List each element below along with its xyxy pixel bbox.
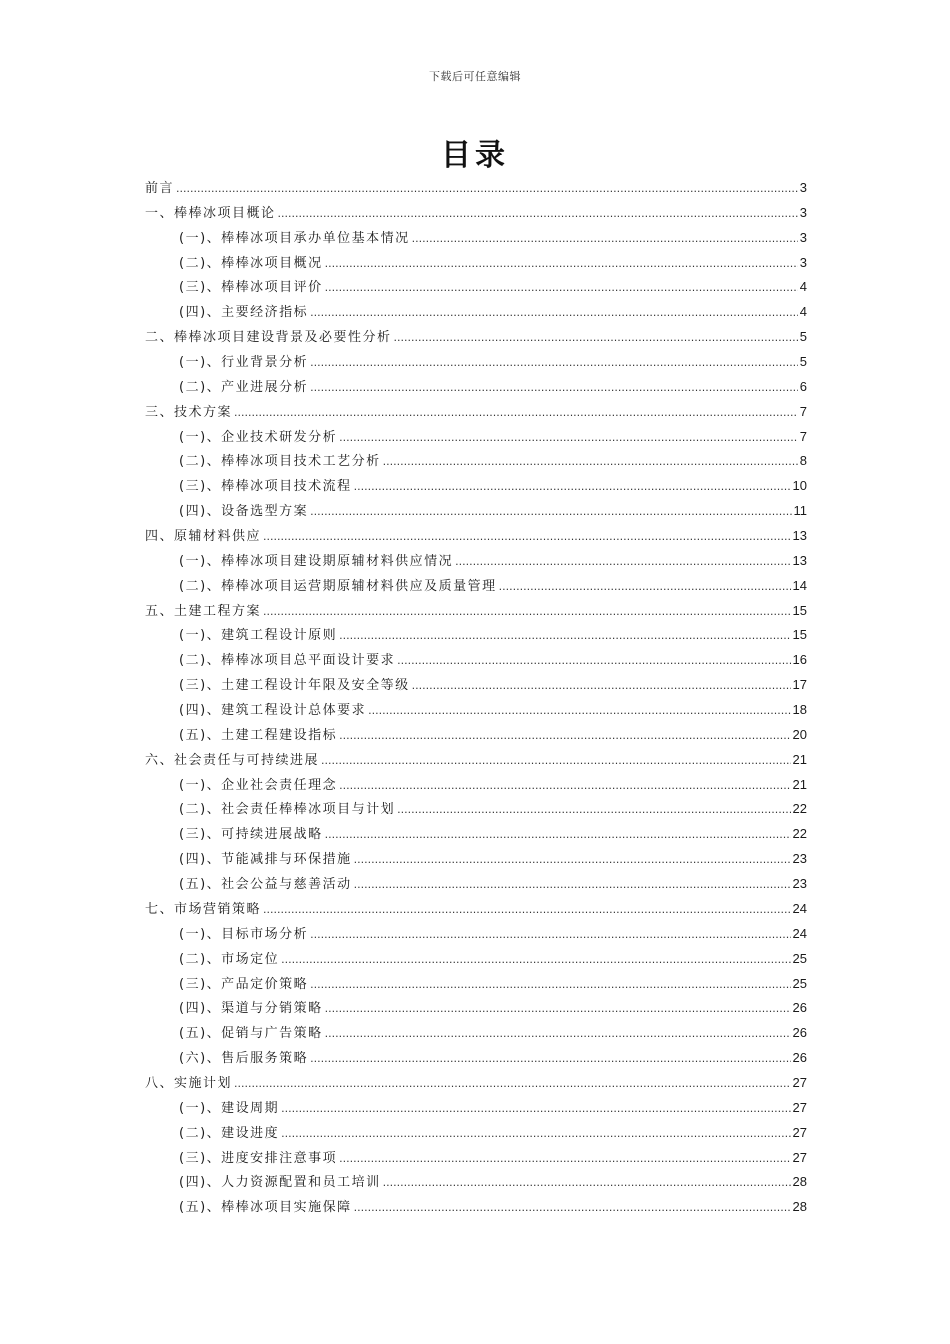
toc-subentry[interactable]	[145, 648, 807, 673]
toc-page-number: 25	[792, 950, 807, 966]
toc-entry[interactable]	[145, 400, 807, 425]
toc-entry[interactable]	[145, 176, 807, 201]
toc-page-number: 18	[792, 702, 807, 718]
toc-entry-label: 一、棒棒冰项目概论	[145, 205, 276, 221]
toc-subentry[interactable]	[145, 449, 807, 474]
toc-entry-label: (五)、促销与广告策略	[179, 1026, 323, 1042]
toc-entry-label: (五)、棒棒冰项目实施保障	[179, 1200, 352, 1216]
toc-page-number: 3	[799, 254, 807, 270]
toc-dot-leader	[281, 1097, 790, 1122]
toc-dot-leader	[325, 823, 791, 848]
toc-entry-label: (一)、企业技术研发分析	[179, 429, 338, 445]
toc-entry[interactable]	[145, 748, 807, 773]
toc-dot-leader	[339, 624, 790, 649]
toc-subentry[interactable]	[145, 1170, 807, 1195]
toc-dot-leader	[281, 1122, 790, 1147]
toc-dot-leader	[394, 326, 798, 351]
toc-page-number: 23	[792, 876, 807, 892]
toc-entry-label: (四)、人力资源配置和员工培训	[179, 1175, 381, 1191]
toc-entry-label: 前言	[145, 181, 175, 196]
toc-entry-label: (一)、企业社会责任理念	[179, 777, 338, 793]
toc-page-number: 26	[792, 1025, 807, 1041]
toc-subentry[interactable]	[145, 549, 807, 574]
toc-page-number: 27	[792, 1124, 807, 1140]
toc-subentry[interactable]	[145, 922, 807, 947]
toc-entry[interactable]	[145, 599, 807, 624]
toc-entry-label: (一)、棒棒冰项目建设期原辅材料供应情况	[179, 553, 454, 569]
toc-entry-label: (一)、行业背景分析	[179, 355, 309, 371]
toc-dot-leader	[310, 973, 790, 998]
toc-page-number: 27	[792, 1149, 807, 1165]
toc-subentry[interactable]	[145, 972, 807, 997]
toc-dot-leader	[455, 550, 790, 575]
toc-entry[interactable]	[145, 325, 807, 350]
toc-dot-leader	[234, 401, 798, 426]
toc-entry-label: (二)、市场定位	[179, 951, 280, 967]
toc-dot-leader	[354, 873, 791, 898]
toc-subentry[interactable]	[145, 574, 807, 599]
toc-subentry[interactable]	[145, 300, 807, 325]
toc-entry-label: (五)、社会公益与慈善活动	[179, 877, 352, 893]
toc-subentry[interactable]	[145, 822, 807, 847]
toc-dot-leader	[412, 227, 798, 252]
toc-entry-label: (一)、目标市场分析	[179, 926, 309, 942]
toc-dot-leader	[354, 475, 791, 500]
toc-dot-leader	[339, 774, 790, 799]
toc-dot-leader	[383, 1171, 791, 1196]
toc-dot-leader	[412, 674, 791, 699]
toc-subentry[interactable]	[145, 1021, 807, 1046]
toc-page-number: 27	[792, 1099, 807, 1115]
toc-entry-label: (二)、产业进展分析	[179, 379, 309, 395]
toc-entry-label: (二)、建设进度	[179, 1125, 280, 1141]
toc-dot-leader	[310, 376, 798, 401]
toc-page-number: 4	[799, 279, 807, 295]
toc-dot-leader	[310, 923, 790, 948]
toc-dot-leader	[339, 1147, 790, 1172]
toc-page-number: 11	[793, 503, 807, 519]
toc-entry-label: (二)、棒棒冰项目总平面设计要求	[179, 653, 396, 669]
toc-subentry[interactable]	[145, 251, 807, 276]
toc-page-number: 24	[792, 925, 807, 941]
toc-dot-leader	[383, 450, 798, 475]
toc-page-number: 26	[792, 1000, 807, 1016]
toc-dot-leader	[354, 1196, 791, 1221]
toc-page-number: 25	[792, 975, 807, 991]
toc-page-number: 28	[792, 1174, 807, 1190]
toc-dot-leader	[354, 848, 791, 873]
toc-subentry[interactable]	[145, 623, 807, 648]
toc-dot-leader	[339, 724, 790, 749]
toc-subentry[interactable]	[145, 698, 807, 723]
toc-entry-label: (一)、棒棒冰项目承办单位基本情况	[179, 230, 410, 246]
toc-dot-leader	[321, 749, 791, 774]
toc-subentry[interactable]	[145, 847, 807, 872]
toc-entry[interactable]	[145, 897, 807, 922]
toc-dot-leader	[325, 1022, 791, 1047]
toc-subentry[interactable]	[145, 425, 807, 450]
toc-dot-leader	[325, 252, 798, 277]
toc-entry-label: (一)、建设周期	[179, 1100, 280, 1116]
toc-entry-label: (四)、设备选型方案	[179, 504, 309, 520]
toc-subentry[interactable]	[145, 375, 807, 400]
toc-entry-label: (一)、建筑工程设计原则	[179, 628, 338, 644]
toc-entry-label: (三)、进度安排注意事项	[179, 1150, 338, 1166]
toc-page-number: 27	[792, 1074, 807, 1090]
toc-dot-leader	[325, 997, 791, 1022]
toc-page-number: 4	[799, 304, 807, 320]
toc-entry-label: (五)、土建工程建设指标	[179, 727, 338, 743]
toc-entry-label: 八、实施计划	[145, 1075, 233, 1091]
toc-dot-leader	[339, 426, 798, 451]
toc-dot-leader	[368, 699, 790, 724]
toc-subentry[interactable]	[145, 797, 807, 822]
toc-page-number: 21	[792, 751, 807, 767]
toc-subentry[interactable]	[145, 723, 807, 748]
toc-entry-label: (四)、渠道与分销策略	[179, 1001, 323, 1017]
toc-entry-label: 七、市场营销策略	[145, 901, 262, 917]
toc-entry-label: 五、土建工程方案	[145, 603, 262, 619]
toc-entry-label: (三)、棒棒冰项目技术流程	[179, 479, 352, 495]
toc-page-number: 5	[799, 329, 807, 345]
toc-subentry[interactable]	[145, 1121, 807, 1146]
toc-dot-leader	[499, 575, 791, 600]
toc-entry-label: (四)、节能减排与环保措施	[179, 852, 352, 868]
toc-page-number: 3	[799, 204, 807, 220]
toc-page-number: 3	[799, 180, 807, 195]
toc-page-number: 6	[799, 378, 807, 394]
toc-title: 目录	[441, 138, 509, 173]
toc-dot-leader	[310, 1047, 790, 1072]
toc-subentry[interactable]	[145, 996, 807, 1021]
toc-dot-leader	[310, 351, 798, 376]
toc-page-number: 16	[792, 652, 807, 668]
toc-entry-label: (四)、建筑工程设计总体要求	[179, 703, 367, 719]
toc-entry-label: (三)、产品定价策略	[179, 976, 309, 992]
table-of-contents	[145, 176, 807, 1220]
page-header-text: 下载后可任意编辑	[429, 70, 521, 83]
toc-page-number: 7	[799, 428, 807, 444]
toc-subentry[interactable]	[145, 947, 807, 972]
toc-dot-leader	[263, 525, 791, 550]
toc-subentry[interactable]	[145, 226, 807, 251]
toc-subentry[interactable]	[145, 1096, 807, 1121]
toc-entry-label: 二、棒棒冰项目建设背景及必要性分析	[145, 330, 392, 346]
toc-entry-label: (六)、售后服务策略	[179, 1051, 309, 1067]
toc-page-number: 26	[792, 1050, 807, 1066]
toc-entry-label: 四、原辅材料供应	[145, 529, 262, 545]
toc-page-number: 21	[792, 776, 807, 792]
toc-dot-leader	[325, 276, 798, 301]
toc-page-number: 10	[792, 478, 807, 494]
toc-entry-label: (三)、土建工程设计年限及安全等级	[179, 678, 410, 694]
toc-entry-label: (三)、可持续进展战略	[179, 827, 323, 843]
toc-page-number: 15	[792, 627, 807, 643]
toc-page-number: 22	[792, 826, 807, 842]
toc-subentry[interactable]	[145, 499, 807, 524]
toc-entry[interactable]	[145, 1071, 807, 1096]
toc-dot-leader	[278, 202, 798, 227]
toc-page-number: 13	[792, 528, 807, 544]
toc-page-number: 23	[792, 851, 807, 867]
toc-entry-label: (四)、主要经济指标	[179, 305, 309, 321]
toc-entry-label: (三)、棒棒冰项目评价	[179, 280, 323, 296]
toc-subentry[interactable]	[145, 1046, 807, 1071]
toc-page-number: 28	[792, 1199, 807, 1215]
toc-subentry[interactable]	[145, 350, 807, 375]
toc-dot-leader	[281, 948, 790, 973]
toc-entry-label: (二)、棒棒冰项目技术工艺分析	[179, 454, 381, 470]
toc-dot-leader	[263, 898, 791, 923]
toc-subentry[interactable]	[145, 1146, 807, 1171]
toc-page-number: 15	[792, 602, 807, 618]
toc-page-number: 7	[799, 403, 807, 419]
toc-page-number: 17	[792, 677, 807, 693]
toc-page-number: 5	[799, 354, 807, 370]
toc-entry[interactable]	[145, 201, 807, 226]
toc-subentry[interactable]	[145, 872, 807, 897]
toc-entry-label: 六、社会责任与可持续进展	[145, 752, 320, 768]
toc-dot-leader	[310, 500, 791, 525]
toc-subentry[interactable]	[145, 275, 807, 300]
toc-page-number: 20	[792, 726, 807, 742]
toc-entry-label: (二)、棒棒冰项目运营期原辅材料供应及质量管理	[179, 578, 497, 594]
toc-page-number: 8	[799, 453, 807, 469]
toc-entry[interactable]	[145, 524, 807, 549]
toc-subentry[interactable]	[145, 1195, 807, 1220]
toc-dot-leader	[263, 600, 791, 625]
toc-entry-label: 三、技术方案	[145, 404, 233, 420]
toc-page-number: 24	[792, 900, 807, 916]
toc-subentry[interactable]	[145, 773, 807, 798]
toc-dot-leader	[397, 798, 790, 823]
toc-dot-leader	[397, 649, 790, 674]
toc-page-number: 22	[792, 801, 807, 817]
toc-page-number: 14	[792, 577, 807, 593]
toc-dot-leader	[176, 177, 798, 202]
toc-subentry[interactable]	[145, 673, 807, 698]
toc-subentry[interactable]	[145, 474, 807, 499]
toc-dot-leader	[310, 301, 798, 326]
toc-page-number: 13	[792, 552, 807, 568]
toc-dot-leader	[234, 1072, 791, 1097]
toc-entry-label: (二)、社会责任棒棒冰项目与计划	[179, 802, 396, 818]
toc-entry-label: (二)、棒棒冰项目概况	[179, 255, 323, 271]
toc-page-number: 3	[799, 229, 807, 245]
